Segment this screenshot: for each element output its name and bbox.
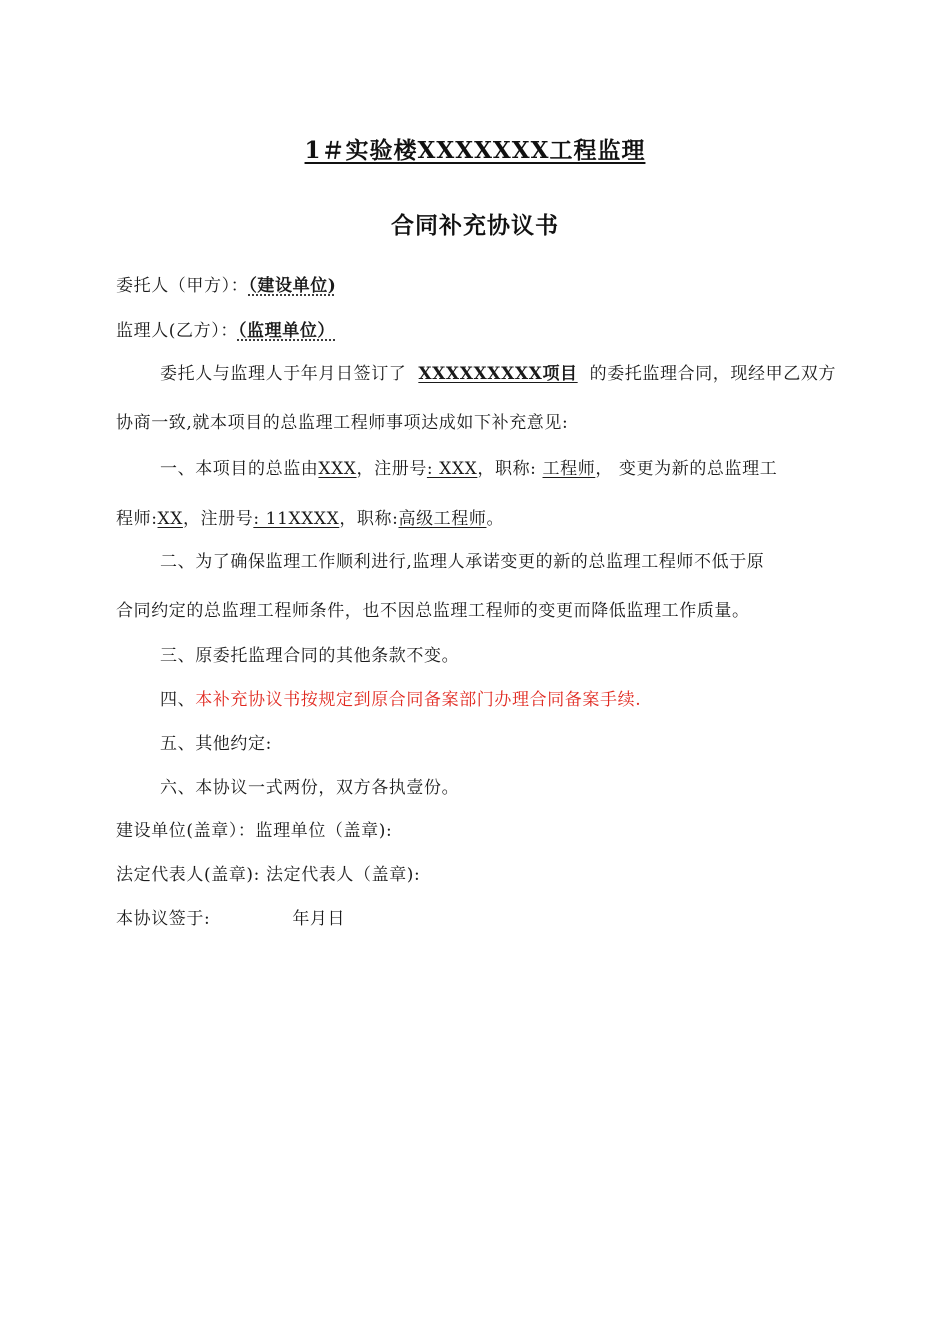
signature-line-2 — [116, 862, 836, 888]
supervisor-label: 监理人(乙方）： — [116, 321, 238, 341]
intro-line-2 — [116, 410, 836, 436]
clause1-title-new: 高级工程师 — [398, 509, 487, 529]
clause2-text-2: 合同约定的总监理工程师条件，也不因总监理工程师的变更而降低监理工作质量。 — [116, 601, 750, 621]
clause1-a: 一、本项目的总监由 — [160, 459, 319, 479]
signing-date-label: 本协议签于: — [116, 909, 211, 929]
document-title-line2 — [0, 207, 950, 240]
clause5-line — [160, 731, 836, 757]
clause1-name-new: XX — [157, 509, 183, 529]
intro-project: XXXXXXXXX项目 — [418, 364, 578, 384]
clause6-line — [160, 775, 836, 801]
signing-date-value: 年月日 — [292, 909, 346, 929]
client-label: 委托人（甲方）： — [116, 276, 249, 296]
signature-line-1 — [116, 818, 836, 844]
clause2-text-1: 二、为了确保监理工作顺利进行,监理人承诺变更的新的总监理工程师不低于原 — [160, 552, 765, 572]
signature-text-2: 法定代表人(盖章): 法定代表人（盖章): — [116, 865, 421, 885]
clause1-reg-new: : 11XXXX — [253, 509, 340, 529]
document-title-line1 — [0, 132, 950, 165]
clause3-line — [160, 643, 836, 669]
clause2-line-1 — [160, 549, 836, 575]
clause1-reg-old: : XXX — [426, 459, 478, 479]
clause1-g: ，职称: — [339, 509, 399, 529]
clause1-e: 程师: — [116, 509, 158, 529]
supervisor-party-line — [116, 318, 836, 344]
clause6-text: 六、本协议一式两份，双方各执壹份。 — [160, 778, 460, 798]
title-text-2: 合同补充协议书 — [391, 212, 559, 239]
client-party-line — [116, 273, 836, 299]
clause1-d: ， 变更为新的总监理工 — [595, 459, 778, 479]
intro-text-2: 协商一致,就本项目的总监理工程师事项达成如下补充意见: — [116, 413, 569, 433]
clause3-text: 三、原委托监理合同的其他条款不变。 — [160, 646, 460, 666]
title-text-1: 1＃实验楼XXXXXXX工程监理 — [304, 137, 646, 164]
clause4-text: 本补充协议书按规定到原合同备案部门办理合同备案手续. — [195, 690, 642, 710]
signature-text-1: 建设单位(盖章）：监理单位（盖章): — [116, 821, 393, 841]
intro-line-1 — [160, 361, 836, 387]
supervisor-value: （监理单位） — [237, 321, 336, 341]
clause1-title-old: 工程师 — [542, 459, 596, 479]
clause5-text: 五、其他约定: — [160, 734, 272, 754]
intro-part1: 委托人与监理人于年月日签订了 — [160, 364, 407, 384]
clause1-f: ，注册号 — [182, 509, 254, 529]
clause4-prefix: 四、 — [160, 690, 196, 710]
client-value: （建设单位) — [248, 276, 337, 296]
signing-date-line — [116, 906, 836, 932]
clause1-line-2 — [116, 506, 836, 532]
clause2-line-2 — [116, 598, 836, 624]
clause4-line — [160, 687, 836, 713]
clause1-name-old: XXX — [318, 459, 357, 479]
clause1-c: ，职称: — [477, 459, 543, 479]
intro-part2: 的委托监理合同，现经甲乙双方 — [589, 364, 836, 384]
clause1-b: ，注册号 — [356, 459, 427, 479]
clause1-line-1 — [160, 456, 836, 482]
clause1-h: 。 — [486, 509, 505, 529]
